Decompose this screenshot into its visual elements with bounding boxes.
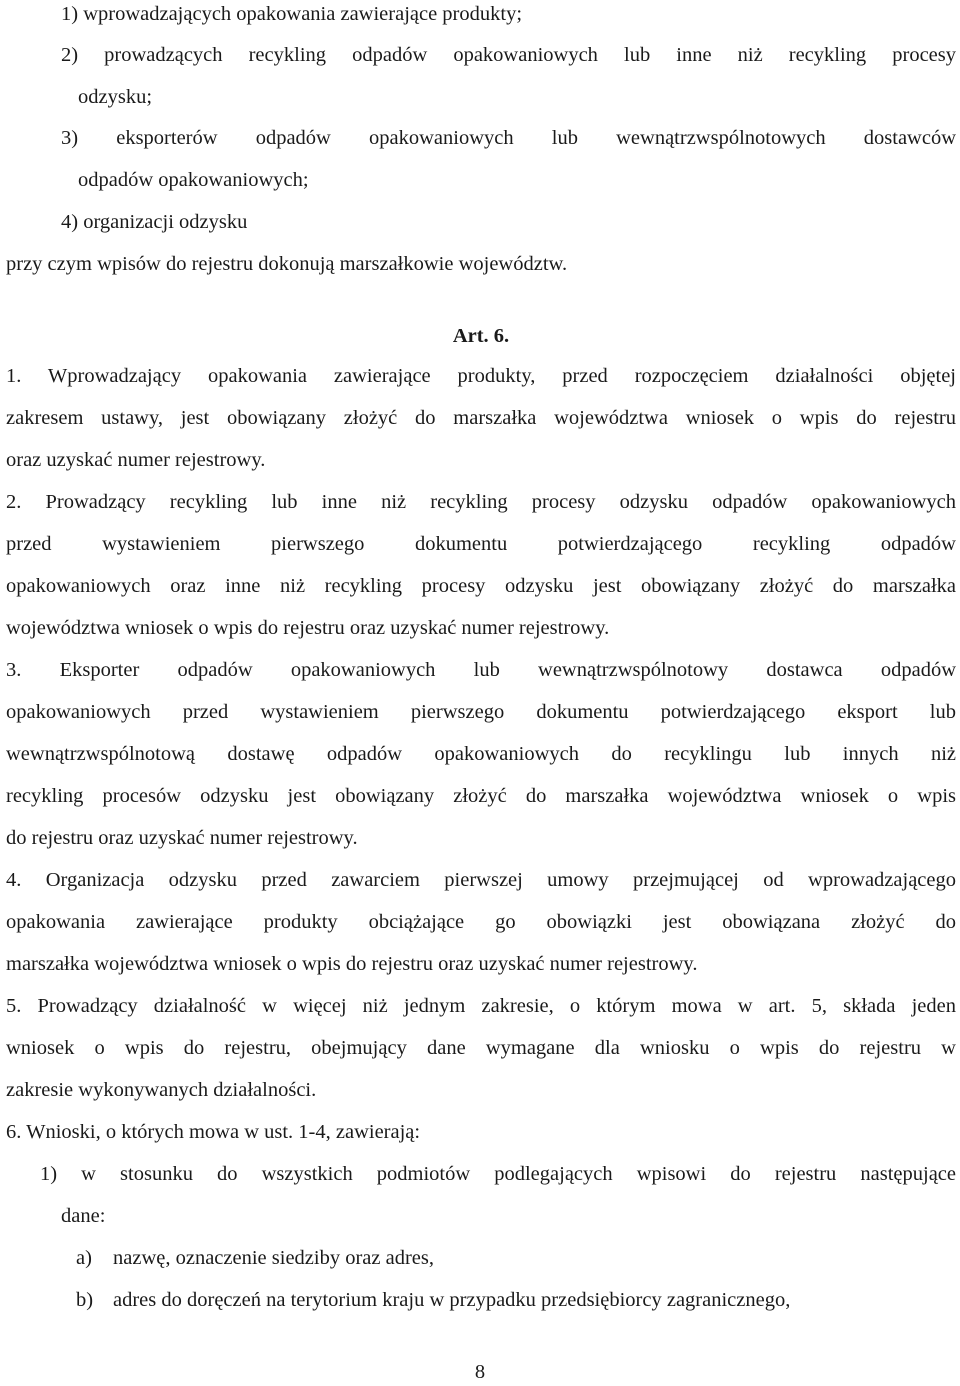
paragraph-3-line: 3. Eksporter odpadów opakowaniowych lub wewnątrzwspólnotowy dostawca odpadów: [6, 659, 956, 681]
paragraph-2-line: województwa wniosek o wpis do rejestru oraz uzyskać numer rejestrowy.: [6, 617, 610, 639]
article-title: Art. 6.: [452, 325, 510, 347]
sublist-item-1-continuation: dane:: [61, 1205, 106, 1227]
paragraph-5-line: zakresie wykonywanych działalności.: [6, 1079, 317, 1101]
sublist-letter: a): [76, 1247, 92, 1269]
paragraph-3-line: opakowaniowych przed wystawieniem pierwszego dokumentu potwierdzającego eksport lub: [6, 701, 956, 723]
intro-closing: przy czym wpisów do rejestru dokonują marszałkowie województw.: [6, 253, 568, 275]
paragraph-5-line: 5. Prowadzący działalność w więcej niż jednym zakresie, o którym mowa w art. 5, składa jeden: [6, 995, 956, 1017]
paragraph-1-line: oraz uzyskać numer rejestrowy.: [6, 449, 266, 471]
paragraph-2-line: przed wystawieniem pierwszego dokumentu potwierdzającego recykling odpadów: [6, 533, 956, 555]
paragraph-1-line: zakresem ustawy, jest obowiązany złożyć do marszałka województwa wniosek o wpis do rejestru: [6, 407, 956, 429]
intro-list-item-continuation: odpadów opakowaniowych;: [78, 169, 309, 191]
intro-list-item: 1) wprowadzających opakowania zawierające produkty;: [61, 3, 523, 25]
paragraph-3-line: do rejestru oraz uzyskać numer rejestrowy.: [6, 827, 358, 849]
paragraph-2-line: opakowaniowych oraz inne niż recykling procesy odzysku jest obowiązany złożyć do marszałka: [6, 575, 956, 597]
paragraph-2-line: 2. Prowadzący recykling lub inne niż recykling procesy odzysku odpadów opakowaniowych: [6, 491, 956, 513]
intro-list-item: 4) organizacji odzysku: [61, 211, 248, 233]
intro-list-item-continuation: odzysku;: [78, 86, 153, 108]
paragraph-5-line: wniosek o wpis do rejestru, obejmujący dane wymagane dla wniosku o wpis do rejestru w: [6, 1037, 956, 1059]
intro-list-item: 2) prowadzących recykling odpadów opakowaniowych lub inne niż recykling procesy: [61, 44, 956, 66]
paragraph-4-line: marszałka województwa wniosek o wpis do rejestru oraz uzyskać numer rejestrowy.: [6, 953, 698, 975]
sublist-letter: b): [76, 1289, 94, 1311]
paragraph-6-line: 6. Wnioski, o których mowa w ust. 1-4, zawierają:: [6, 1121, 421, 1143]
sublist-letter-text: nazwę, oznaczenie siedziby oraz adres,: [113, 1247, 434, 1269]
sublist-item-1: 1) w stosunku do wszystkich podmiotów podlegających wpisowi do rejestru następujące: [40, 1163, 956, 1185]
page-number: 8: [474, 1361, 486, 1383]
paragraph-1-line: 1. Wprowadzający opakowania zawierające produkty, przed rozpoczęciem działalności objętej: [6, 365, 956, 387]
paragraph-4-line: 4. Organizacja odzysku przed zawarciem pierwszej umowy przejmującej od wprowadzającego: [6, 869, 956, 891]
sublist-letter-text: adres do doręczeń na terytorium kraju w przypadku przedsiębiorcy zagranicznego,: [113, 1289, 791, 1311]
paragraph-3-line: wewnątrzwspólnotową dostawę odpadów opakowaniowych do recyklingu lub innych niż: [6, 743, 956, 765]
paragraph-4-line: opakowania zawierające produkty obciążające go obowiązki jest obowiązana złożyć do: [6, 911, 956, 933]
intro-list-item: 3) eksporterów odpadów opakowaniowych lub wewnątrzwspólnotowych dostawców: [61, 127, 956, 149]
paragraph-3-line: recykling procesów odzysku jest obowiązany złożyć do marszałka województwa wniosek o wpis: [6, 785, 956, 807]
